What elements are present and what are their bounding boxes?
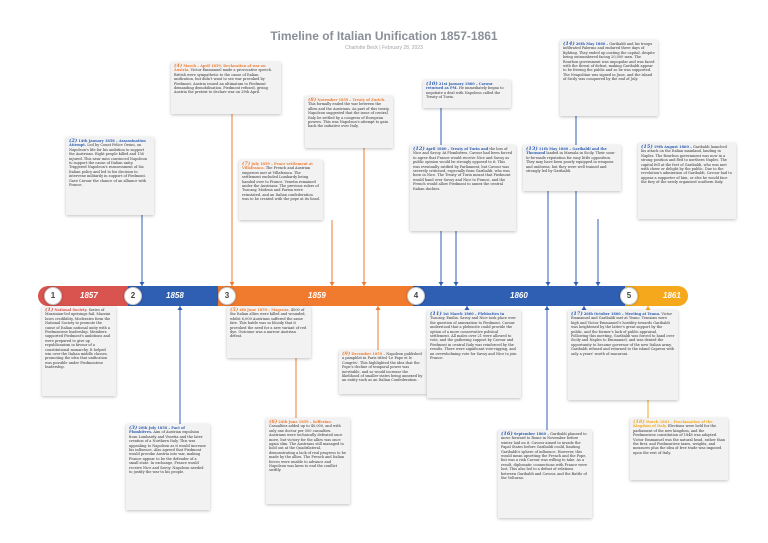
event-heading: April 1860 – Treaty of Turin and [425,147,489,151]
event-heading: 26th May 1860 – [575,42,609,46]
event-number: (3) [129,425,138,431]
period-label-1859: 1859 [308,291,326,300]
event-card [523,145,621,191]
event-body: Victor Emmanuel made a provocative speech. British were sympathetic to the cause of Italian unification, but didn't want to see war provoked by Piedmont. Austria issued an ultimatum to Piedmont demanding demobilisation. Piedmont refused, giving Austria the pretext to declare war on 29th April. [174,68,272,95]
event-number: (17) [571,311,583,317]
event-number: (15) [641,144,653,150]
event-card [171,62,281,114]
event-card [126,424,210,510]
event-body: Aim of Austrian expulsion from Lombardy and Venetia and the later creation of a Northern Italy. This was appealing to Napoleon as it would increase his influence. Also agreed that Piedmont would provoke Austria into war, making France appear to be the defender of a small state. In exchange, France would receive Nice and Savoy. Napoleon needed to justify the war to his people. [129,430,206,475]
event-body: He immediately began to negotiate a deal with Napoleon called the Treaty of Turin. [426,86,504,100]
event-heading: July 1859 – Peace settlement at Villafranca. [242,162,313,171]
event-card [227,306,311,358]
period-number-3: 3 [218,287,236,305]
event-heading: March – April 1859. Declaration of war on Austria. [174,64,266,73]
page-subtitle: Charlotte Beck | February 28, 2023 [345,45,423,51]
event-body: The French and Austrian emperors met at Villafranca. The settlement excluded Lombardy being handed over to France. Venetia remained under the Austrians. The previous rulers of Tuscany, Modena and Parma were reinstated, and an Italian confederation was to be created with the pope at its head. [242,166,320,202]
period-label-1860: 1860 [510,291,528,300]
event-card [568,310,678,400]
period-label-1861: 1861 [663,291,681,300]
event-number: (11) [430,311,442,317]
period-label-1858: 1858 [166,291,184,300]
event-heading: 19th August 1860 – [653,145,692,149]
event-number: (10) [426,81,438,87]
event-card [42,306,116,396]
event-heading: 21st January 1860 – Cavour returned as PM. [426,82,493,91]
event-heading: November 1859 – Treaty of Zurich. [317,98,386,102]
event-number: (1) [45,307,54,313]
page-title: Timeline of Italian Unification 1857-1861 [270,29,498,43]
event-body: 4000 of the Italian allies were killed and wounded, whilst 6,000 Austrians suffered the same fate. This battle was so bloody that it provoked the need for a new variant of red dye. Outcome was a narrow Austrian defeat. [230,308,307,339]
event-card [66,137,154,215]
event-number: (6) [269,419,278,425]
event-heading: 1st March 1860 – Plebiscites in [442,312,505,316]
event-card [638,143,736,219]
period-number-4: 4 [407,287,425,305]
period-number-2: 2 [124,287,142,305]
connector-arrowhead [545,306,550,310]
event-card [630,418,728,480]
event-heading: December 1859 – [351,352,386,356]
event-card [427,310,521,398]
event-body: Garibaldi planned to move forward to Rome in November before winter laid on it. Cavour aimed to invade the Papal States before Garibaldi could, limiting Garibaldi's sphere of influence. However, this would mean upsetting the French and the Pope, but was a risk Cavour was willing to take. As a result, diplomatic connections with France were lost. This also led to a defeat of relations between Garibaldi and Cavour, and the Battle of the Volturno. [501,432,588,481]
event-card [266,418,350,504]
event-heading: 24th June 1859 – Solferino. [278,420,332,424]
event-heading: 26th October 1860 – Meeting at Teano. [583,312,661,316]
event-heading: National Society. [54,308,88,312]
event-card [339,350,427,394]
event-body: landed in Marsala in Sicily. Their soon-to-be-made reputation for easy little opposition. They may have been poorly equipped in weapons and uniforms, but they were well trained and strongly led by Garibaldi. [526,151,616,174]
event-card [498,430,592,518]
event-number: (14) [563,41,575,47]
event-heading: March 1861 – Proclamation of the Kingdom of Italy. [633,420,713,429]
event-body: Series of Mazzinian-led uprisings fail, Mazzini loses credibility. Moderates form the National Society to promote the cause of Italian national unity with a Piedmontese leadership. Members supported Piedmont's ambitions and were prepared to give up republicanism in favour of a constitutional monarchy. It helped win over the Italian middle classes, promoting the idea that unification was possible under Piedmontese leadership. [45,308,111,370]
event-number: (8) [308,97,317,103]
event-heading: 4th June 1859 – Magenta. [239,308,290,312]
event-card [423,80,511,108]
connector-arrowhead [178,306,183,310]
event-body: Casualties added up to 40,000, and with only one doctor per 500 casualties. Austrians were technically defeated once more, but victory for the allies was once again slim. The Austrians still managed to hold out at the Quadrilateral, demonstrating a lack of real progress to be made by the allies. The French and Italian forces were unable to advance and Napoleon was keen to end the conflict swiftly. [269,424,346,473]
event-body: Garibaldi launched his attack on the Italian mainland, landing in Naples. The Bourbon government was now in a strong position and fled to northern Naples. The capital fell at the feet of Garibaldi, who was met with cheer or delight by the public. Due to the revolution's admiration of Garibaldi, Cavour had to appear a supporter of him, or else he would face the fury of the newly organised southern Italy. [641,145,732,185]
event-number: (13) [526,146,538,152]
event-body: Led by Count Felice Orsini, on Napoleon's life for his ambition to support the Austrians. Eight people killed and 156 injured. This near miss convinced Napoleon to support the cause of Italian unity. Triggered Napoleon's reassessment of his Italian policy and led to his decision to intervene militarily in support of Piedmont. Gave Cavour the chance of an alliance with France. [69,143,147,188]
event-body: Tuscany, Emilia. Savoy and Nice took place over the question of annexation to Piedmont. Cavour understood that a plebiscite could provide the option of a more conservative political settlement. All males over 21 were allowed to vote, and the gathering support by Cavour and Piedmont in central Italy was reinforced by the results. There were significant vote-rigging, and an overwhelming vote for Savoy and Nice to join France. [430,316,517,361]
event-number: (9) [342,351,351,357]
event-card [410,145,516,231]
connector-arrowhead [376,306,381,310]
event-heading: 20th July 1858 – Pact of Plombières. [129,426,185,435]
event-body: Victor Emmanuel and Garibaldi met at Teano. Tensions were high and Victor Emmanuel's hostility towards Garibaldi was heightened by the latter's great support by the public, and the former's lack of public appraisal. Following this meeting, Garibaldi was forced to hand over Sicily and Naples to Emmanuel, and was denied the opportunity to become governor of the new Italian army. Garibaldi refused and returned to the island Caprera with only a years' worth of macaroni. [571,312,675,356]
event-number: (4) [174,63,183,69]
event-card [305,96,393,148]
event-body: Garibaldi and his troops infiltrated Palermo and endured three days of fighting. They ended up ousting the capital, despite being outnumbered facing 20,000 men. The Bourbon government was unpopular and was faced with the threat of defeat, making Garibaldi appear to be freeing the public and so he was supported. The Neapolitan was signed in June, and the island of Sicily was conquered by the end of July. [563,42,655,82]
event-heading: September 1860 – [513,432,550,436]
event-number: (2) [69,138,78,144]
period-number-5: 5 [620,287,638,305]
event-body: the loss of Nice and Savoy. At Plombières, Cavour had been forced to agree that France would receive Nice and Savoy as public opinion would be strongly opposed to it. This was eventually ratified by Parliament, but Cavour was severely criticised, especially from Garibaldi, who was born in Nice. The Treaty of Turin meant that Piedmont would hand over Savoy and Nice to France, and the French would allow Piedmont to annex the central Italian duchies. [413,147,513,191]
event-body: Napoleon published a pamphlet in Paris titled 'Le Pape et le Congrès'. This highlighted the idea that the Pope's decline of temporal power was inevitable, and so would increase the likelihood of smaller states being annexed by an entity such as an Italian Confederation. [342,352,423,383]
event-number: (12) [413,146,425,152]
event-heading: 14th January 1858 – Assassination Attempt. [69,139,146,148]
event-card [560,40,658,116]
period-number-1: 1 [44,287,62,305]
event-heading: 11th May 1860 – Garibaldi and the Thousand [526,147,607,156]
period-label-1857: 1857 [80,291,98,300]
event-number: (5) [230,307,239,313]
event-body: Elections were held for the parliament of the new kingdom, and the Piedmontese constitution of 1848 was adopted. Victor Emmanuel was the natural head, rather than the first, and Piedmontese taxes, weights, and measures plus the idea of free trade was imposed upon the rest of Italy. [633,424,725,455]
event-card [239,160,323,220]
event-number: (16) [501,431,513,437]
event-body: This formally ended the war between the allies and the Austrians. As part of this treaty, Napoleon suggested that the issue of central Italy be settled by a congress of European powers. This was Napoleon's attempt to gain back the initiative over Italy. [308,102,390,129]
event-number: (7) [242,161,251,167]
event-number: (18) [633,419,645,425]
